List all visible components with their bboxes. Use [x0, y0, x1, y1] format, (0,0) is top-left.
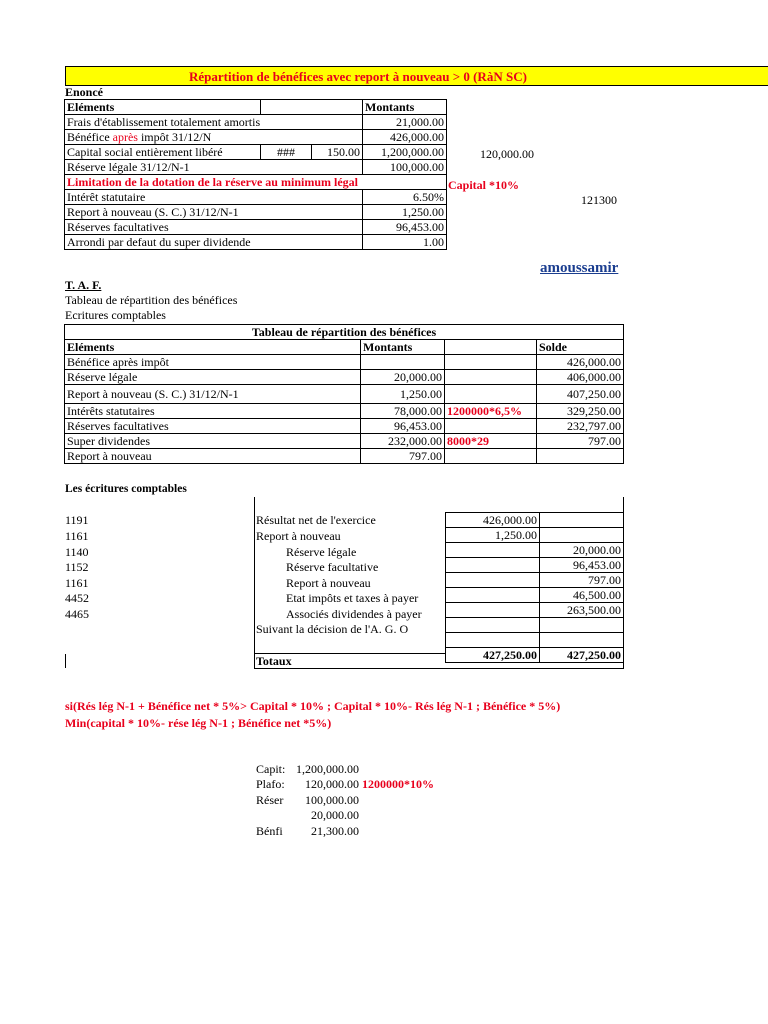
title-bar: [65, 66, 768, 86]
enonce-row-label: Bénéfice après impôt 31/12/N: [65, 130, 363, 145]
calc-note: 1200000*10%: [362, 777, 434, 791]
enonce-row-label: Capital social entièrement libéré: [65, 145, 261, 160]
ecriture-debit: [446, 543, 540, 558]
repartition-header-solde: Solde: [537, 340, 624, 355]
ecriture-credit: 797.00: [540, 573, 624, 588]
calc-value: 21,300.00: [311, 824, 359, 838]
repartition-row-label: Réserve légale: [65, 370, 361, 385]
enonce-row-amount: 1,250.00: [363, 205, 447, 220]
enonce-row-label: Limitation de la dotation de la réserve au minimum légal: [65, 175, 447, 190]
repartition-row-amount: 78,000.00: [361, 404, 445, 419]
ecriture-label: Report à nouveau: [256, 529, 341, 543]
capital-10pct-value: 120,000.00: [480, 147, 534, 161]
ecritures-left-border: [254, 497, 255, 669]
repartition-row-label: Report à nouveau: [65, 449, 361, 464]
repartition-row-note: [445, 449, 537, 464]
repartition-row-note: 8000*29: [445, 434, 537, 449]
calc-value: 100,000.00: [305, 793, 359, 807]
ecriture-credit: 96,453.00: [540, 558, 624, 573]
capital-10pct-label: Capital *10%: [448, 178, 520, 192]
taf-item: Tableau de répartition des bénéfices: [65, 293, 238, 307]
calc-label: Plafo:: [256, 777, 285, 791]
ecriture-total-label: Totaux: [256, 654, 292, 668]
ecriture-debit: [446, 573, 540, 588]
repartition-row-label: Super dividendes: [65, 434, 361, 449]
repartition-row-note: [445, 419, 537, 434]
enonce-row-amount: 96,453.00: [363, 220, 447, 235]
ecriture-code: 1152: [65, 560, 89, 574]
repartition-header-elements: Eléments: [65, 340, 361, 355]
ecriture-code: 1140: [65, 545, 89, 559]
enonce-row-label: Intérêt statutaire: [65, 190, 363, 205]
ecriture-debit: [446, 588, 540, 603]
repartition-row-solde: 232,797.00: [537, 419, 624, 434]
formula-line: si(Rés lég N-1 + Bénéfice net * 5%> Capital * 10% ; Capital * 10%- Rés lég N-1 ; Bénéfice * 5%): [65, 699, 561, 713]
ecriture-code: 4452: [65, 591, 89, 605]
enonce-row-amount: 1.00: [363, 235, 447, 250]
ecriture-code: 4465: [65, 607, 89, 621]
enonce-row-amount: 21,000.00: [363, 115, 447, 130]
repartition-table: [64, 324, 624, 464]
repartition-header-montants: Montants: [361, 340, 445, 355]
repartition-row-solde: 797.00: [537, 434, 624, 449]
enonce-row-amount: 6.50%: [363, 190, 447, 205]
ecriture-debit: [446, 603, 540, 618]
ecriture-code: 1161: [65, 529, 89, 543]
ecritures-left-tick: [65, 654, 66, 668]
repartition-row-amount: [361, 355, 445, 370]
calc-label: Bénfi: [256, 824, 283, 838]
ecriture-debit: [446, 618, 540, 633]
enonce-header-elements: Eléments: [65, 100, 261, 115]
ecriture-credit: [540, 528, 624, 543]
totals-bottom: [254, 668, 623, 669]
ecriture-code: 1191: [65, 513, 89, 527]
repartition-title: Tableau de répartition des bénéfices: [65, 325, 624, 340]
ecriture-debit: 426,000.00: [446, 513, 540, 528]
calc-value: 1,200,000.00: [296, 762, 359, 776]
ecriture-credit: 20,000.00: [540, 543, 624, 558]
enonce-table: [64, 99, 447, 250]
enonce-row-label: Arrondi par defaut du super dividende: [65, 235, 363, 250]
ecriture-label: Etat impôts et taxes à payer: [286, 591, 419, 605]
totals-separator: [254, 653, 445, 654]
repartition-row-note: 1200000*6,5%: [445, 404, 537, 419]
ecriture-label: Suivant la décision de l'A. G. O: [256, 622, 409, 636]
page-title: Répartition de bénéfices avec report à nouveau > 0 (RàN SC): [189, 69, 527, 84]
repartition-row-solde: 407,250.00: [537, 385, 624, 404]
repartition-row-solde: 329,250.00: [537, 404, 624, 419]
ecriture-label: Résultat net de l'exercice: [256, 513, 376, 527]
repartition-row-label: Réserves facultatives: [65, 419, 361, 434]
ecriture-debit: 1,250.00: [446, 528, 540, 543]
calc-label: Réser: [256, 793, 284, 807]
repartition-row-label: Intérêts statutaires: [65, 404, 361, 419]
taf-item: Ecritures comptables: [65, 308, 166, 322]
calc-label: Capit:: [256, 762, 286, 776]
ecriture-label: Réserve facultative: [286, 560, 379, 574]
ecriture-total-debit: 427,250.00: [446, 648, 540, 663]
enonce-row-amount: 1,200,000.00: [363, 145, 447, 160]
calc-value: 20,000.00: [311, 808, 359, 822]
repartition-row-solde: 426,000.00: [537, 355, 624, 370]
repartition-row-solde: [537, 449, 624, 464]
enonce-row-label: Report à nouveau (S. C.) 31/12/N-1: [65, 205, 363, 220]
ecritures-amounts-table: [445, 512, 624, 663]
taf-label: T. A. F.: [65, 278, 102, 292]
enonce-row-extra: ###: [261, 145, 312, 160]
enonce-row-amount: 426,000.00: [363, 130, 447, 145]
repartition-row-amount: 797.00: [361, 449, 445, 464]
repartition-row-note: [445, 385, 537, 404]
repartition-row-note: [445, 370, 537, 385]
ecriture-credit: 263,500.00: [540, 603, 624, 618]
ecriture-label: Associés dividendes à payer: [286, 607, 422, 621]
repartition-row-amount: 1,250.00: [361, 385, 445, 404]
enonce-row-amount: 100,000.00: [363, 160, 447, 175]
enonce-row-label: Réserves facultatives: [65, 220, 363, 235]
calc-value: 120,000.00: [305, 777, 359, 791]
ecriture-debit: [446, 558, 540, 573]
ecriture-credit: 46,500.00: [540, 588, 624, 603]
repartition-row-solde: 406,000.00: [537, 370, 624, 385]
ecriture-label: Réserve légale: [286, 545, 357, 559]
enonce-header-montants: Montants: [363, 100, 447, 115]
repartition-row-label: Bénéfice après impôt: [65, 355, 361, 370]
enonce-row-label: Frais d'établissement totalement amortis: [65, 115, 363, 130]
enonce-row-extra: 150.00: [312, 145, 363, 160]
ecriture-label: Report à nouveau: [286, 576, 371, 590]
enonce-label: Enoncé: [65, 85, 104, 99]
side-value: 121300: [581, 193, 617, 207]
repartition-row-amount: 20,000.00: [361, 370, 445, 385]
ecriture-credit: [540, 618, 624, 633]
repartition-row-label: Report à nouveau (S. C.) 31/12/N-1: [65, 385, 361, 404]
ecriture-code: 1161: [65, 576, 89, 590]
ecriture-total-credit: 427,250.00: [540, 648, 624, 663]
repartition-row-amount: 232,000.00: [361, 434, 445, 449]
ecriture-credit: [540, 513, 624, 528]
ecritures-title: Les écritures comptables: [65, 483, 187, 495]
author-link[interactable]: amoussamir: [540, 260, 619, 276]
enonce-row-label: Réserve légale 31/12/N-1: [65, 160, 363, 175]
formula-line: Min(capital * 10%- rése lég N-1 ; Bénéfice net *5%): [65, 716, 332, 730]
repartition-row-amount: 96,453.00: [361, 419, 445, 434]
repartition-row-note: [445, 355, 537, 370]
